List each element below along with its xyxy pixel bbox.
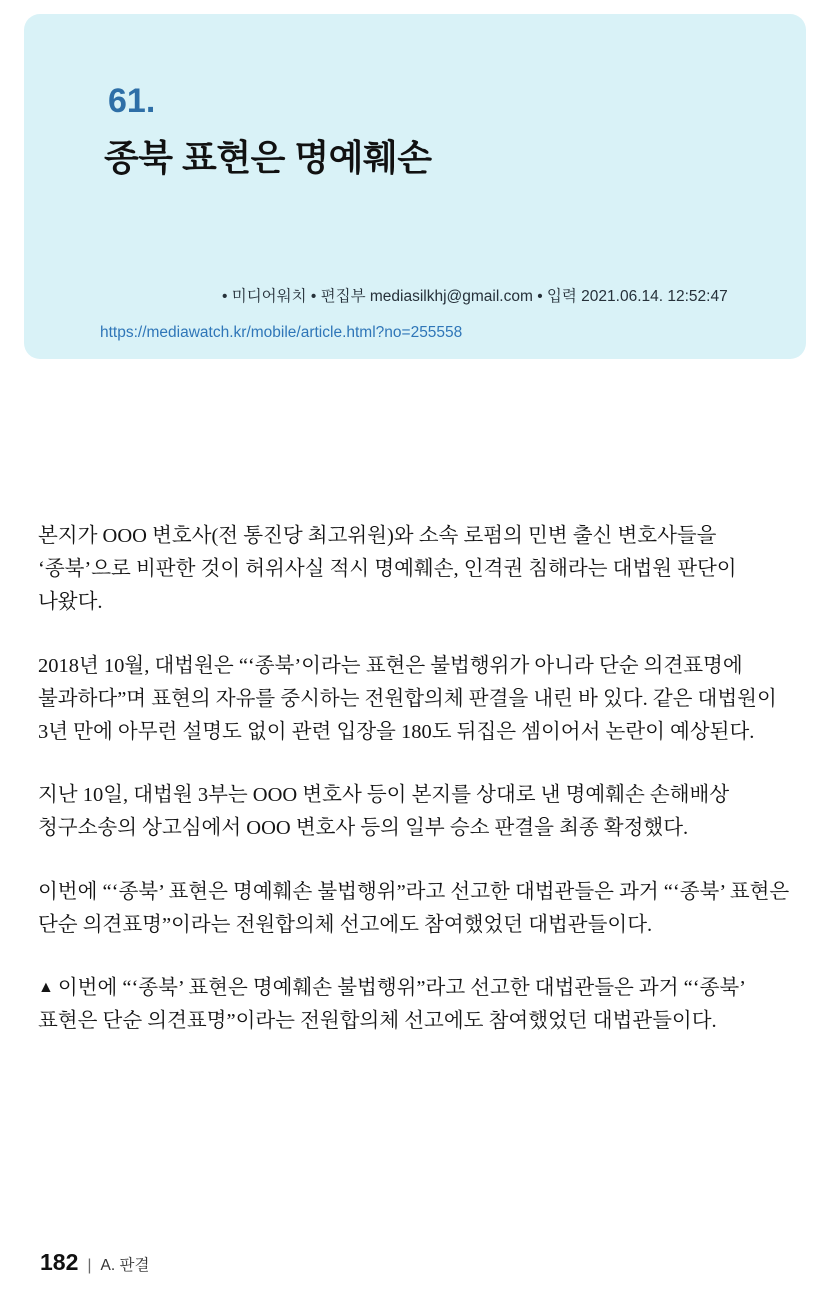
chapter-number: 61.	[108, 82, 156, 120]
body-paragraph: 2018년 10월, 대법원은 “‘종북’이라는 표현은 불법행위가 아니라 단순 의견표명에 불과하다”며 표현의 자유를 중시하는 전원합의체 판결을 내린 바 있다. 같은 대법원이 3년 만에 아무런 설명도 없이 관련 입장을 180도 뒤집은 셈이어서 논란이 예상된다.	[38, 654, 777, 744]
page-number: 182	[40, 1249, 79, 1275]
triangle-marker-icon: ▲	[38, 979, 54, 997]
figure-caption	[38, 972, 800, 1038]
figure-caption-text: 이번에 “‘종북’ 표현은 명예훼손 불법행위”라고 선고한 대법관들은 과거 “‘종북’ 표현은 단순 의견표명”이라는 전원합의체 선고에도 참여했었던 대법관들이다.	[38, 977, 746, 1033]
footer-section-label: A. 판결	[100, 1257, 150, 1274]
body-paragraph: 이번에 “‘종북’ 표현은 명예훼손 불법행위”라고 선고한 대법관들은 과거 “‘종북’ 표현은 단순 의견표명”이라는 전원합의체 선고에도 참여했었던 대법관들이다.	[38, 880, 790, 936]
source-url-link[interactable]: https://mediawatch.kr/mobile/article.html?no=255558	[100, 324, 463, 341]
body-paragraph: 지난 10일, 대법원 3부는 OOO 변호사 등이 본지를 상대로 낸 명예훼손 손해배상 청구소송의 상고심에서 OOO 변호사 등의 일부 승소 판결을 최종 확정했다.	[38, 784, 730, 840]
article-header-band	[24, 14, 806, 359]
article-byline: • 미디어워치 • 편집부 mediasilkhj@gmail.com • 입력 2021.06.14. 12:52:47	[222, 288, 728, 305]
page-footer	[40, 1249, 149, 1276]
footer-divider: |	[87, 1257, 92, 1274]
article-body	[38, 520, 800, 1068]
body-paragraph: 본지가 OOO 변호사(전 통진당 최고위원)와 소속 로펌의 민변 출신 변호사들을 ‘종북’으로 비판한 것이 허위사실 적시 명예훼손, 인격권 침해라는 대법원 판단이 나왔다.	[38, 525, 737, 614]
page-title: 종북 표현은 명예훼손	[104, 137, 432, 178]
